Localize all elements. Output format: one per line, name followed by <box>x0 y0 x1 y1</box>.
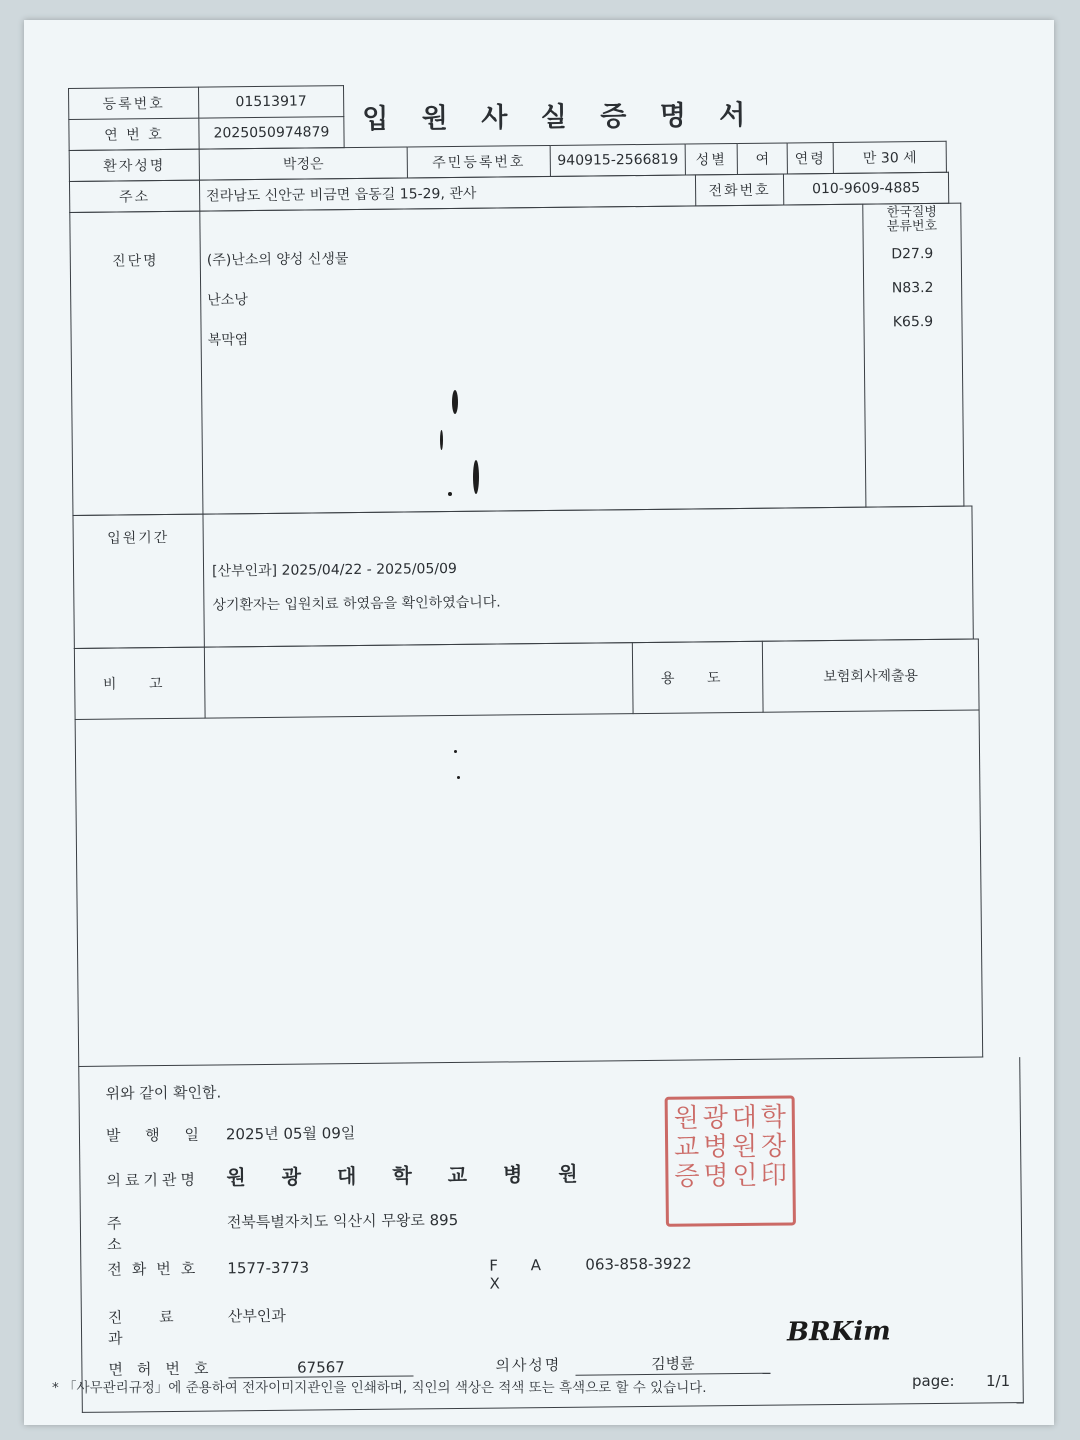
tel-value: 1577-3773 <box>227 1258 310 1278</box>
license-label: 면허번호 <box>108 1359 223 1379</box>
fax-value: 063-858-3922 <box>585 1254 692 1274</box>
institution-row <box>106 1157 614 1191</box>
serial-label: 연 번 호 <box>69 118 199 150</box>
inst-address: 전북특별자치도 익산시 무왕로 895 <box>226 1210 459 1232</box>
admission-period: [산부인과] 2025/04/22 - 2025/05/09 <box>211 560 457 580</box>
tel-row <box>107 1253 692 1297</box>
kcd-code: N83.2 <box>891 279 934 297</box>
confirm-text: 위와 같이 확인함. <box>105 1083 222 1103</box>
license-value: 67567 <box>228 1357 413 1378</box>
kcd-header-2: 분류번호 <box>886 218 938 235</box>
address-label: 주소 <box>69 180 199 212</box>
patient-name: 박정은 <box>199 147 407 180</box>
fax-label: F A X <box>489 1255 556 1293</box>
diagnosis-item: (주)난소의 양성 신생물 <box>206 251 349 269</box>
admission-confirm: 상기환자는 입원치료 하였음을 확인하였습니다. <box>212 594 501 614</box>
remarks-value <box>204 643 633 718</box>
sex-value: 여 <box>737 143 787 175</box>
header-table <box>68 78 999 151</box>
reg-no-label: 등록번호 <box>69 87 199 119</box>
kcd-code: K65.9 <box>892 313 934 331</box>
tel-label: 전화번호 <box>107 1259 206 1279</box>
diagnosis-label: 진단명 <box>70 211 203 515</box>
kcd-column <box>863 203 964 507</box>
remarks-label: 비 고 <box>74 647 205 719</box>
institution-name: 원광대학교병원 <box>226 1161 614 1190</box>
phone-label: 전화번호 <box>695 174 783 206</box>
page-number: 1/1 <box>986 1372 1011 1390</box>
ink-mark <box>454 750 457 753</box>
dept-row <box>108 1305 286 1349</box>
dept-value: 산부인과 <box>227 1306 286 1326</box>
serial-value: 2025050974879 <box>199 117 344 150</box>
purpose-label: 용 도 <box>632 641 763 713</box>
diagnosis-list <box>200 204 866 514</box>
inst-address-row <box>107 1209 459 1255</box>
rrn-value: 940915-2566819 <box>550 144 685 176</box>
issue-row <box>106 1122 356 1146</box>
admission-content <box>203 506 973 647</box>
ink-mark <box>448 492 452 496</box>
issuer-section <box>78 1057 1024 1413</box>
remarks-table <box>74 638 980 719</box>
diagnosis-table <box>69 203 964 516</box>
page-label: page: <box>912 1372 955 1390</box>
ink-mark <box>452 390 458 414</box>
diagnosis-item: 난소낭 <box>207 292 248 309</box>
document-title: 입 원 사 실 증 명 서 <box>362 99 758 135</box>
ink-mark <box>457 776 460 779</box>
issue-date: 2025년 05월 09일 <box>225 1124 356 1144</box>
hospital-seal: 원 광 대 학 교 병 원 장 증 명 인 印 <box>665 1095 796 1226</box>
admission-table <box>72 506 973 649</box>
kcd-header-1: 한국질병 <box>886 204 938 221</box>
purpose-value: 보험회사제출용 <box>762 639 979 712</box>
age-label: 연령 <box>787 142 833 173</box>
doctor-signature: BRKim <box>786 1316 891 1348</box>
ink-mark <box>473 460 479 494</box>
certificate-document <box>68 78 1012 1413</box>
blank-area <box>75 710 984 1066</box>
dept-label: 진 료 과 <box>107 1307 190 1348</box>
address-value: 전라남도 신안군 비금면 읍동길 15-29, 관사 <box>199 175 695 211</box>
doctor-name: 김병륜 <box>575 1352 770 1376</box>
kcd-code: D27.9 <box>891 245 934 263</box>
patient-name-label: 환자성명 <box>69 149 199 181</box>
doctor-label: 의사성명 <box>495 1355 562 1375</box>
rrn-label: 주민등록번호 <box>407 145 550 177</box>
sex-label: 성별 <box>685 143 737 175</box>
institution-label: 의료기관명 <box>106 1170 199 1190</box>
ink-mark <box>440 430 443 450</box>
age-value: 만 30 세 <box>833 141 946 173</box>
inst-address-label: 주 소 <box>106 1213 192 1254</box>
issue-date-label: 발 행 일 <box>105 1125 210 1145</box>
paper-sheet <box>24 20 1054 1425</box>
reg-no-value: 01513917 <box>198 86 343 119</box>
phone-value: 010-9609-4885 <box>783 172 948 205</box>
confirm-line <box>105 1081 221 1103</box>
admission-label: 입원기간 <box>73 514 204 648</box>
footnote: * 「사무관리규정」에 준용하여 전자이미지관인을 인쇄하며, 직인의 색상은 적색 또는 흑색으로 할 수 있습니다. <box>52 1380 707 1396</box>
diagnosis-item: 복막염 <box>207 332 249 349</box>
